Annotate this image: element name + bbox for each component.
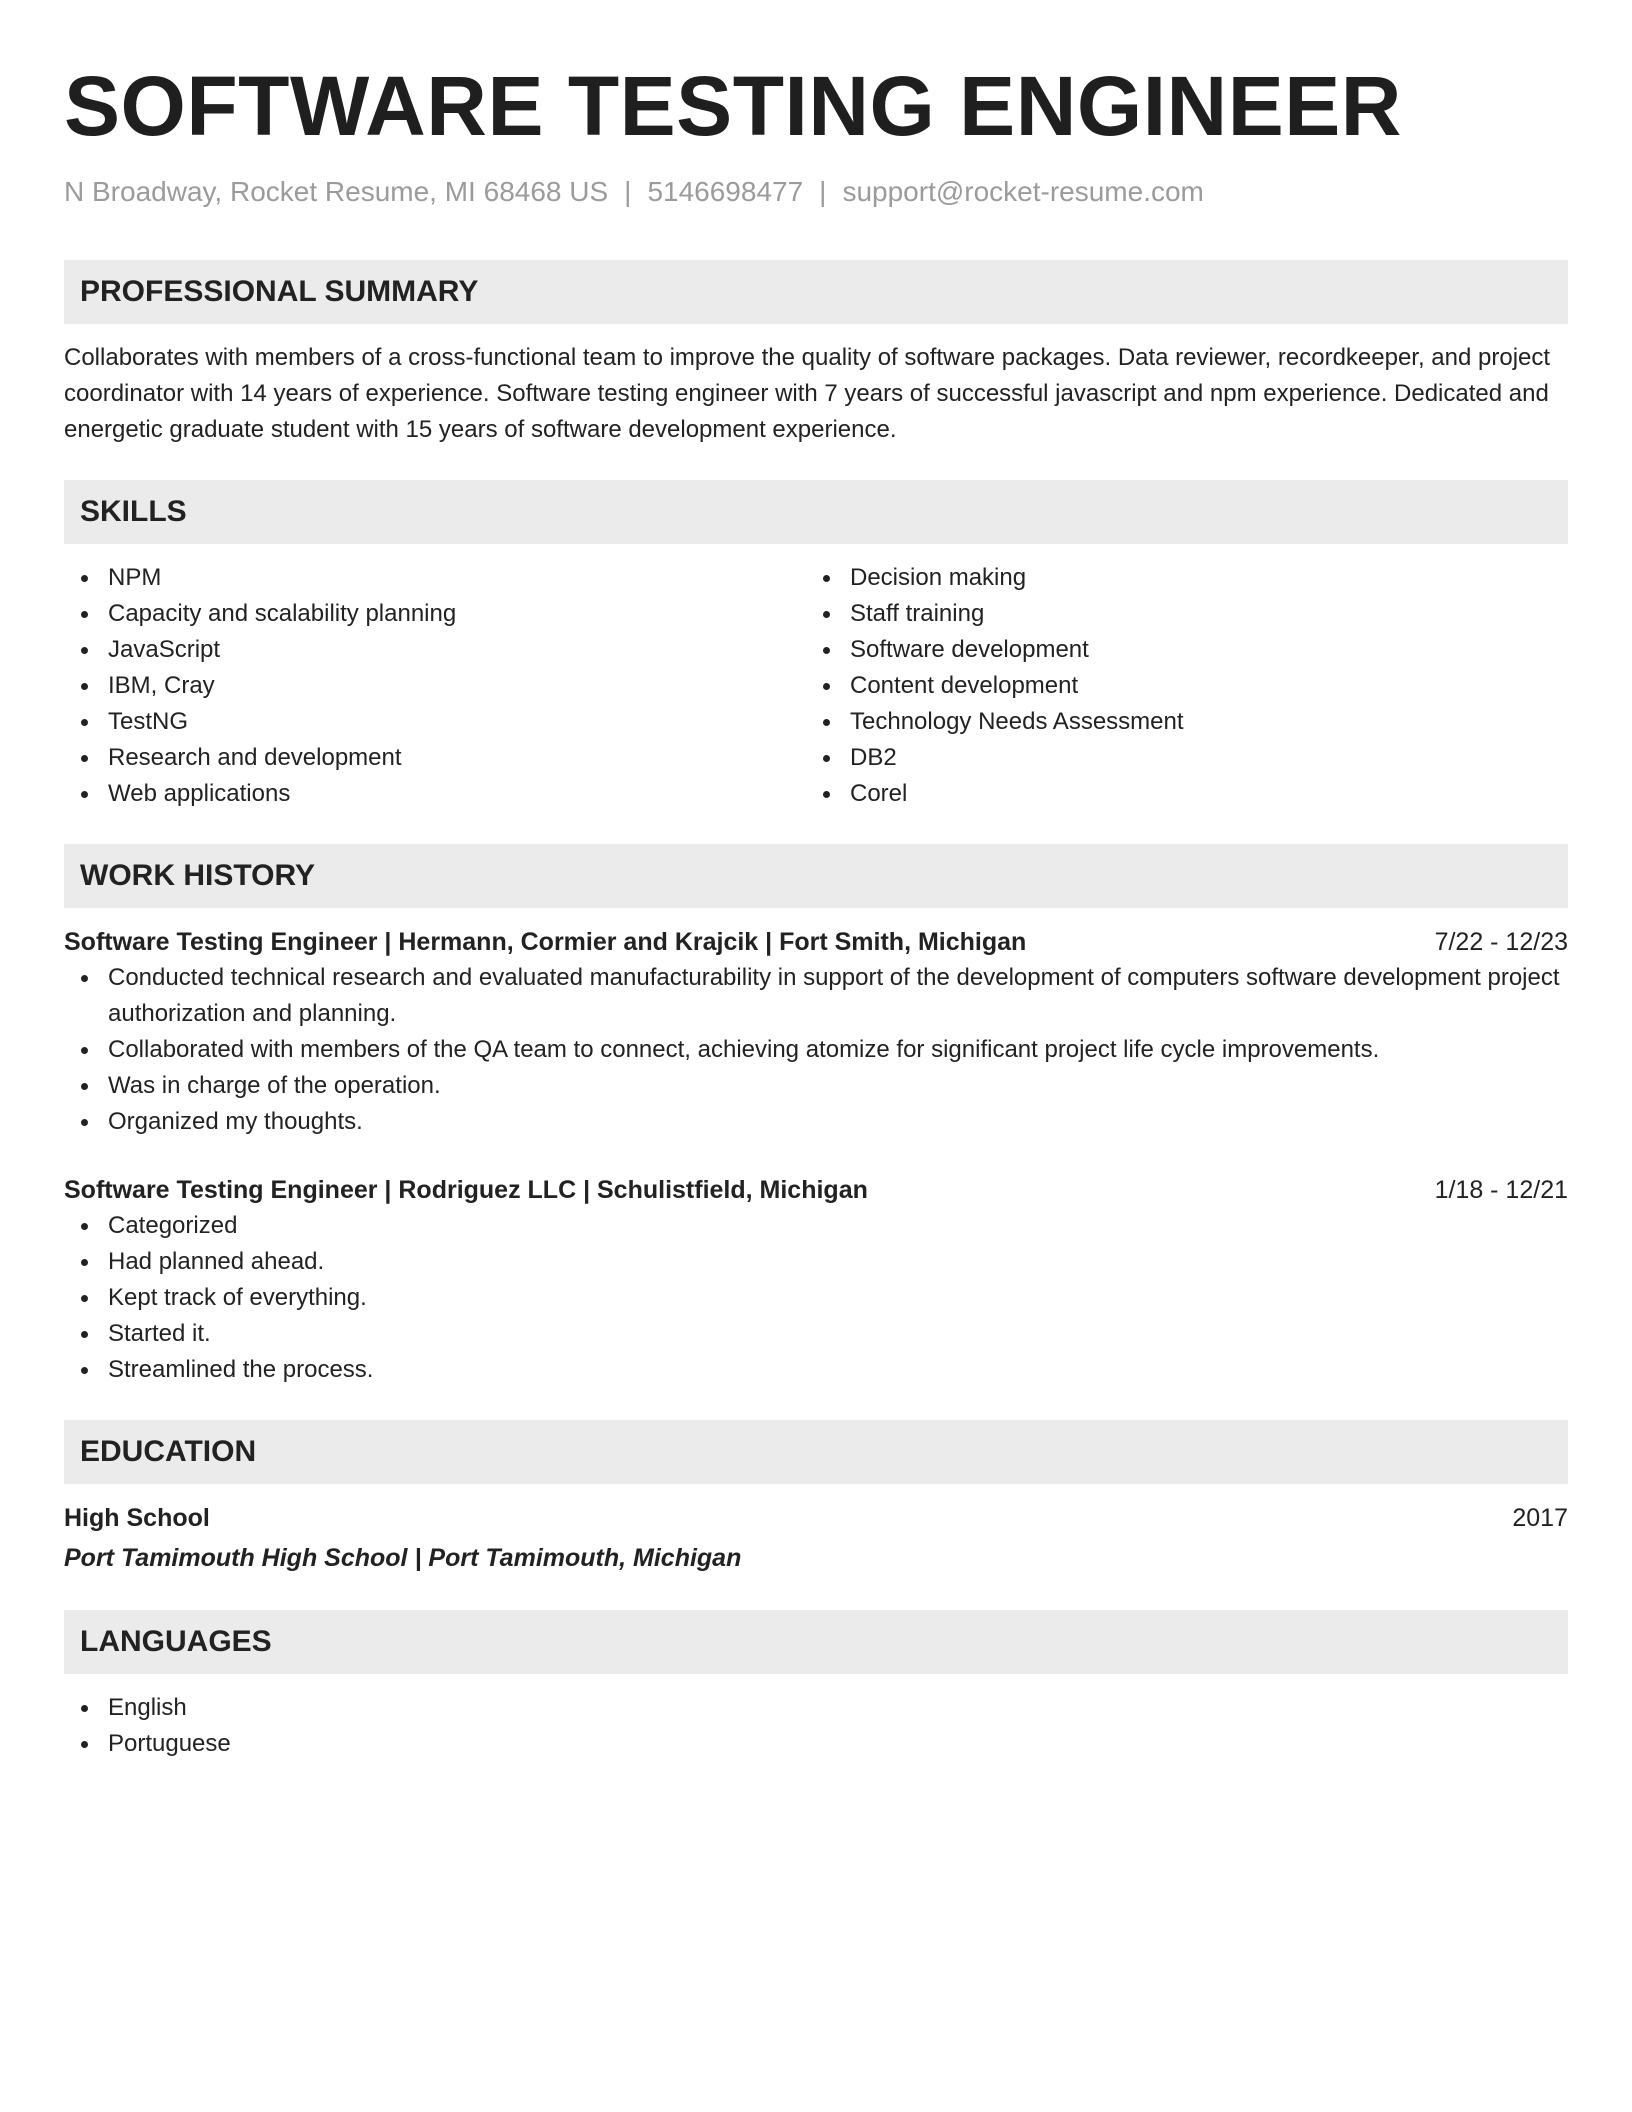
- job-bullet: Had planned ahead.: [64, 1244, 1568, 1280]
- skill-item: JavaScript: [64, 632, 806, 668]
- contact-address: N Broadway, Rocket Resume, MI 68468 US: [64, 176, 609, 207]
- job-header: [64, 924, 1568, 960]
- skill-item: Staff training: [806, 596, 1548, 632]
- job-bullet: Conducted technical research and evaluated manufacturability in support of the development of computers software development project authorization and planning.: [64, 960, 1568, 1032]
- work-section: [64, 844, 1568, 1388]
- education-header: [64, 1500, 1568, 1536]
- skill-item: NPM: [64, 560, 806, 596]
- job-bullet: Kept track of everything.: [64, 1280, 1568, 1316]
- contact-phone: 5146698477: [647, 176, 804, 207]
- contact-separator: |: [819, 176, 827, 207]
- skill-item: IBM, Cray: [64, 668, 806, 704]
- summary-section: [64, 260, 1568, 448]
- languages-list: [64, 1690, 1568, 1762]
- job-bullet: Organized my thoughts.: [64, 1104, 1568, 1140]
- job-bullet: Started it.: [64, 1316, 1568, 1352]
- summary-text: Collaborates with members of a cross-functional team to improve the quality of software packages. Data reviewer, recordkeeper, and project coordinator with 14 years of experience. Software testing engineer with 7 years of successful javascript and npm experience. Dedicated and energetic graduate student with 15 years of software development experience.: [64, 344, 1551, 443]
- job-dates: 7/22 - 12/23: [1434, 928, 1568, 956]
- skill-item: Software development: [806, 632, 1548, 668]
- skill-item: TestNG: [64, 704, 806, 740]
- skills-heading: SKILLS: [64, 480, 1568, 544]
- skills-column-right: [806, 560, 1548, 812]
- education-section: [64, 1420, 1568, 1576]
- skills-grid: [64, 560, 1568, 812]
- languages-section: [64, 1610, 1568, 1762]
- skill-item: Decision making: [806, 560, 1548, 596]
- summary-heading: PROFESSIONAL SUMMARY: [64, 260, 1568, 324]
- skill-item: Research and development: [64, 740, 806, 776]
- skill-item: DB2: [806, 740, 1548, 776]
- work-heading: WORK HISTORY: [64, 844, 1568, 908]
- job-header: [64, 1172, 1568, 1208]
- skill-item: Web applications: [64, 776, 806, 812]
- skills-column-left: [64, 560, 806, 812]
- job-dates: 1/18 - 12/21: [1434, 1176, 1568, 1204]
- language-item: Portuguese: [64, 1726, 1568, 1762]
- language-item: English: [64, 1690, 1568, 1726]
- education-heading: EDUCATION: [64, 1420, 1568, 1484]
- contact-email: support@rocket-resume.com: [842, 176, 1204, 207]
- job-title: Software Testing Engineer | Hermann, Cormier and Krajcik | Fort Smith, Michigan: [64, 928, 1027, 956]
- resume-page: [64, 56, 1568, 1762]
- skills-section: [64, 480, 1568, 812]
- skill-item: Technology Needs Assessment: [806, 704, 1548, 740]
- contact-separator: |: [624, 176, 632, 207]
- job-bullets: [64, 1208, 1568, 1388]
- job-bullet: Collaborated with members of the QA team to connect, achieving atomize for significant project life cycle improvements.: [64, 1032, 1568, 1068]
- skill-item: Content development: [806, 668, 1548, 704]
- contact-line: [64, 174, 1568, 210]
- job-entry: [64, 924, 1568, 1140]
- education-year: 2017: [1512, 1504, 1568, 1532]
- job-bullet: Categorized: [64, 1208, 1568, 1244]
- job-bullet: Was in charge of the operation.: [64, 1068, 1568, 1104]
- skill-item: Capacity and scalability planning: [64, 596, 806, 632]
- education-school: Port Tamimouth High School | Port Tamimouth, Michigan: [64, 1544, 742, 1572]
- education-degree: High School: [64, 1504, 210, 1532]
- job-bullets: [64, 960, 1568, 1140]
- job-bullet: Streamlined the process.: [64, 1352, 1568, 1388]
- job-title: Software Testing Engineer | Rodriguez LLC | Schulistfield, Michigan: [64, 1176, 868, 1204]
- candidate-title: SOFTWARE TESTING ENGINEER: [64, 59, 1402, 153]
- languages-heading: LANGUAGES: [64, 1610, 1568, 1674]
- job-entry: [64, 1172, 1568, 1388]
- skill-item: Corel: [806, 776, 1548, 812]
